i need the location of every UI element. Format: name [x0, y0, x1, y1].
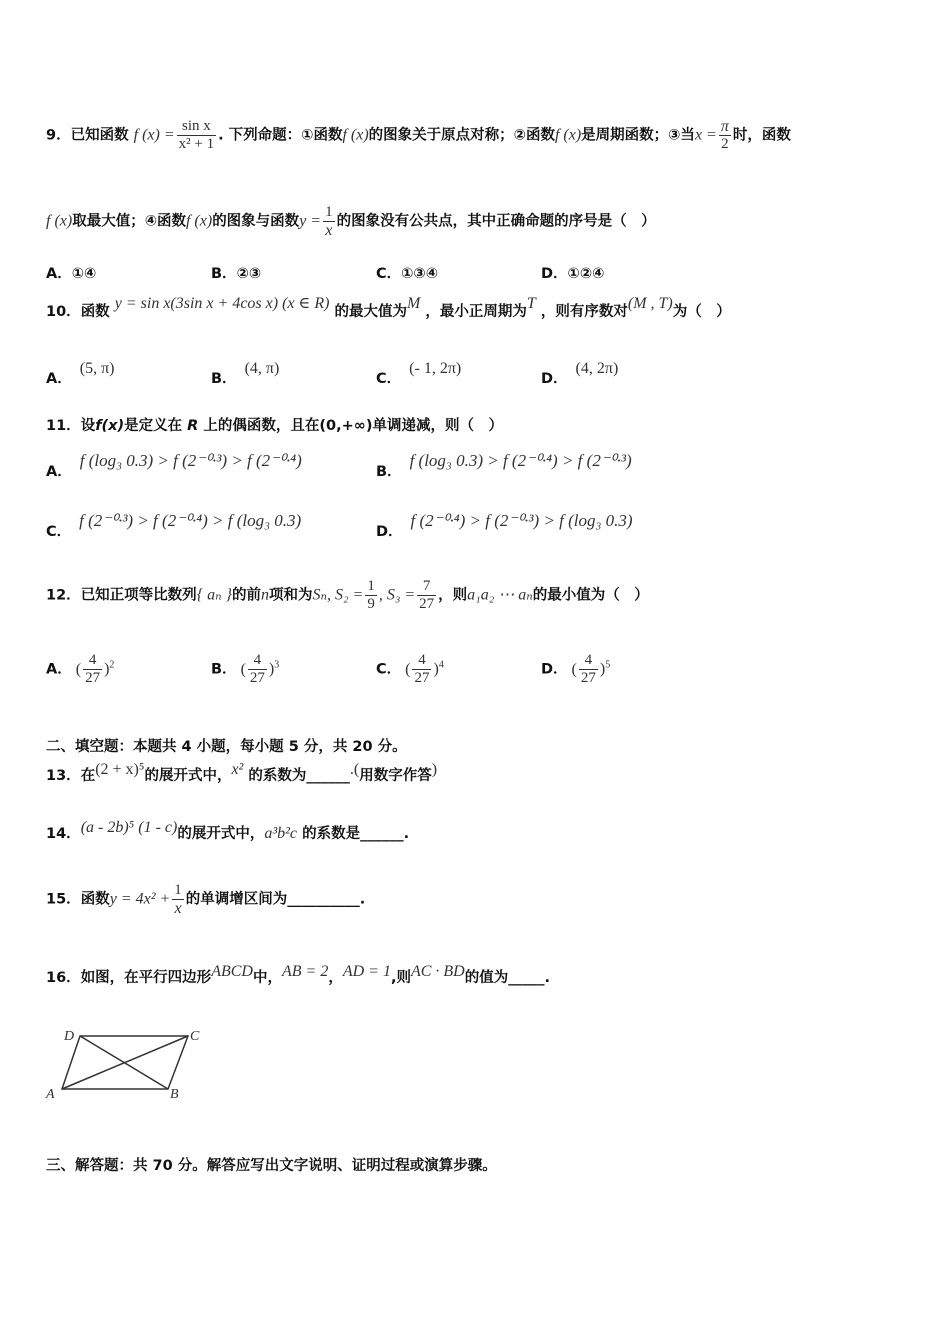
vertex-b-label: B: [170, 1087, 179, 1102]
question-number: 10．: [46, 304, 81, 320]
question-number: 13．: [46, 768, 81, 784]
question-16: 16．如图，在平行四边形ABCD中，AB = 2，AD = 1,则AC · BD的值为_____.: [46, 963, 550, 986]
q14-answer-blank[interactable]: 的系数是______.: [302, 826, 410, 842]
q11-option-b[interactable]: B．f (log₃ 0.3) > f (2⁻⁰·⁴) > f (2⁻⁰·³): [376, 451, 632, 480]
q12-option-d[interactable]: D． ( $\frac{4}{27}$ )$^5$: [541, 652, 611, 686]
question-9-line-2: f (x)取最大值；④函数f (x)的图象与函数y = $\frac{1}{x}$ 的图象没有公共点，其中正确命题的序号是（ ）: [46, 204, 656, 239]
parallelogram-figure: [44, 1022, 214, 1106]
q11-option-c[interactable]: C．f (2⁻⁰·³) > f (2⁻⁰·⁴) > f (log₃ 0.3): [46, 511, 302, 540]
diagonal-bd: [80, 1036, 168, 1089]
section-2-heading: 二、填空题：本题共 4 小题，每小题 5 分，共 20 分。: [46, 739, 407, 755]
question-11: 11．设f(x)是定义在 R 上的偶函数，且在(0,+∞)单调递减，则（ ）: [46, 418, 503, 434]
q12-option-b[interactable]: B． ( $\frac{4}{27}$ )$^3$: [211, 652, 280, 686]
q9-inverse-fraction: $\frac{1}{x}$: [325, 204, 333, 239]
q9-option-c[interactable]: C．①③④: [376, 266, 438, 282]
question-number: 12．: [46, 587, 81, 604]
q12-option-c[interactable]: C． ( $\frac{4}{27}$ )$^4$: [376, 652, 444, 686]
question-9: 9．已知函数 f (x) = $\frac{\text{sin x}}{\text{x² + 1}}$ . 下列命题：①函数f (x)的图象关于原点对称；②函数f (x)是周期函数；③当x = $\frac{\pi}{2}$ 时，函数: [46, 118, 791, 152]
q10-option-d[interactable]: D．(4, 2π): [541, 360, 619, 387]
question-14: 14．(a - 2b)⁵ (1 - c)的展开式中，a³b²c 的系数是______.: [46, 819, 410, 842]
question-number: 11．: [46, 418, 81, 434]
q11-option-a[interactable]: A．f (log₃ 0.3) > f (2⁻⁰·³) > f (2⁻⁰·⁴): [46, 451, 302, 480]
question-15: 15．函数y = 4x² + $\frac{1}{x}$ 的单调增区间为__________.: [46, 882, 366, 917]
q11-option-d[interactable]: D．f (2⁻⁰·⁴) > f (2⁻⁰·³) > f (log₃ 0.3): [376, 511, 633, 540]
q9-function-fraction: $\frac{\text{sin x}}{\text{x² + 1}}$: [178, 118, 215, 152]
vertex-c-label: C: [190, 1029, 200, 1044]
q9-text: 已知函数: [70, 127, 129, 144]
question-10: 10．函数 y = sin x(3sin x + 4cos x) (x ∈ R) 的最大值为M ，最小正周期为T ，则有序数对(M , T)为（ ）: [46, 295, 731, 320]
q15-answer-blank[interactable]: 的单调增区间为__________.: [185, 891, 366, 908]
question-12: 12．已知正项等比数列{ aₙ }的前n项和为Sₙ, S₂ = $\frac{1}{9}$ , S₃ = $\frac{7}{27}$ ，则a₁a₂ ⋯ aₙ的最小值为（ ）: [46, 578, 649, 612]
vertex-a-label: A: [46, 1087, 55, 1102]
q12-option-a[interactable]: A． ( $\frac{4}{27}$ )$^2$: [46, 652, 115, 686]
question-13: 13．在(2 + x)⁵的展开式中，x² 的系数为______.(用数字作答): [46, 761, 438, 784]
vertex-d-label: D: [64, 1029, 75, 1044]
q10-option-c[interactable]: C．(- 1, 2π): [376, 360, 462, 387]
q9-option-b[interactable]: B．②③: [211, 266, 262, 282]
q9-function-lhs: f (x) =: [133, 126, 175, 144]
q10-option-a[interactable]: A．(5, π): [46, 360, 115, 387]
q9-pi-fraction: $\frac{\pi}{2}$: [720, 118, 729, 152]
section-3-heading: 三、解答题：共 70 分。解答应写出文字说明、证明过程或演算步骤。: [46, 1158, 497, 1174]
question-number: 9．: [46, 127, 71, 144]
q10-option-b[interactable]: B．(4, π): [211, 360, 280, 387]
q9-option-a[interactable]: A．①④: [46, 266, 97, 282]
q16-answer-blank[interactable]: 的值为_____.: [464, 970, 550, 986]
question-number: 14．: [46, 826, 81, 842]
q9-option-d[interactable]: D．①②④: [541, 266, 605, 282]
question-number: 15．: [46, 891, 81, 908]
q13-answer-blank[interactable]: 的系数为______: [248, 768, 350, 784]
q10-expression: y = sin x(3sin x + 4cos x) (x ∈ R): [114, 295, 330, 312]
question-number: 16．: [46, 970, 81, 986]
